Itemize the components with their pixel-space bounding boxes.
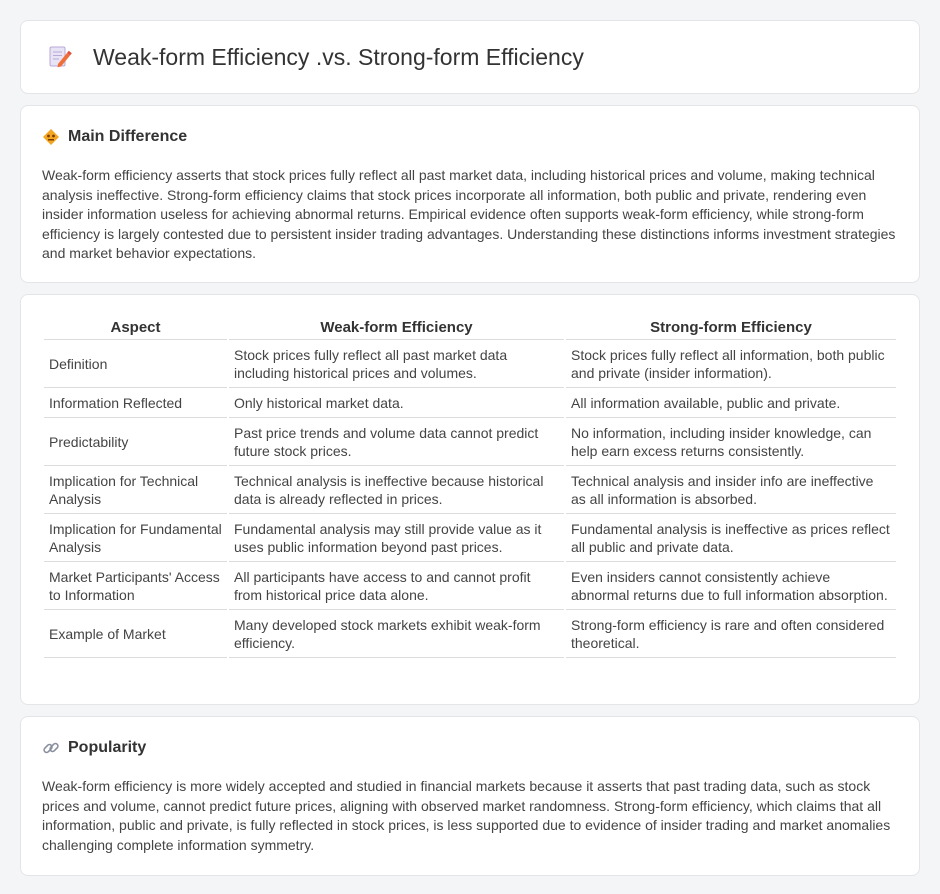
popularity-text: Weak-form efficiency is more widely accepted and studied in financial markets because it asserts that past trading data, such as stock prices and volume, cannot predict future prices, aligning with observed market randomness. Strong-form efficiency, which claims that all information, public and private, is fully reflected in stock prices, is less supported due to evidence of insider trading and market anomalies challenging complete information symmetry. <box>42 778 891 853</box>
table-row <box>44 514 896 562</box>
row-strong-form: Technical analysis and insider info are ineffective as all information is absorbed. <box>566 466 896 514</box>
comparison-table-card <box>20 294 920 705</box>
comparison-table <box>42 315 898 658</box>
table-row <box>44 466 896 514</box>
table-row <box>44 610 896 658</box>
popularity-title: Popularity <box>68 739 147 756</box>
document-pencil-icon <box>47 44 73 70</box>
popularity-header <box>42 739 898 757</box>
main-difference-card <box>20 105 920 283</box>
row-weak-form: Stock prices fully reflect all past market data including historical prices and volumes. <box>229 340 564 388</box>
link-icon <box>42 739 60 757</box>
popularity-card <box>20 716 920 876</box>
table-header-row <box>44 315 896 340</box>
row-strong-form: Strong-form efficiency is rare and often considered theoretical. <box>566 610 896 658</box>
row-strong-form: Fundamental analysis is ineffective as prices reflect all public and private data. <box>566 514 896 562</box>
row-weak-form: All participants have access to and cannot profit from historical price data alone. <box>229 562 564 610</box>
row-strong-form: No information, including insider knowledge, can help earn excess returns consistently. <box>566 418 896 466</box>
row-aspect: Definition <box>44 340 227 388</box>
row-weak-form: Many developed stock markets exhibit weak-form efficiency. <box>229 610 564 658</box>
table-row <box>44 388 896 418</box>
row-strong-form: All information available, public and private. <box>566 388 896 418</box>
row-weak-form: Past price trends and volume data cannot predict future stock prices. <box>229 418 564 466</box>
diamond-sign-icon <box>42 128 60 146</box>
row-aspect: Implication for Technical Analysis <box>44 466 227 514</box>
row-aspect: Predictability <box>44 418 227 466</box>
header-weak-form: Weak-form Efficiency <box>229 315 564 340</box>
row-aspect: Market Participants' Access to Information <box>44 562 227 610</box>
title-card <box>20 20 920 94</box>
row-weak-form: Fundamental analysis may still provide value as it uses public information beyond past prices. <box>229 514 564 562</box>
main-difference-title: Main Difference <box>68 128 188 145</box>
row-aspect: Implication for Fundamental Analysis <box>44 514 227 562</box>
table-row <box>44 418 896 466</box>
table-row <box>44 340 896 388</box>
main-difference-header <box>42 128 898 146</box>
header-strong-form: Strong-form Efficiency <box>566 315 896 340</box>
page-title: Weak-form Efficiency .vs. Strong-form Efficiency <box>93 43 584 70</box>
row-aspect: Information Reflected <box>44 388 227 418</box>
table-row <box>44 562 896 610</box>
row-strong-form: Even insiders cannot consistently achieve abnormal returns due to full information absorption. <box>566 562 896 610</box>
row-strong-form: Stock prices fully reflect all information, both public and private (insider information). <box>566 340 896 388</box>
main-difference-text: Weak-form efficiency asserts that stock prices fully reflect all past market data, including historical prices and volume, making technical analysis ineffective. Strong-form efficiency claims that stock prices incorporate all information, both public and private, rendering even insider information useless for achieving abnormal returns. Empirical evidence often supports weak-form efficiency, while strong-form efficiency is largely contested due to persistent insider trading advantages. Understanding these distinctions informs investment strategies and market behavior expectations. <box>42 167 896 262</box>
header-aspect: Aspect <box>44 315 227 340</box>
row-weak-form: Technical analysis is ineffective because historical data is already reflected in prices. <box>229 466 564 514</box>
row-aspect: Example of Market <box>44 610 227 658</box>
row-weak-form: Only historical market data. <box>229 388 564 418</box>
